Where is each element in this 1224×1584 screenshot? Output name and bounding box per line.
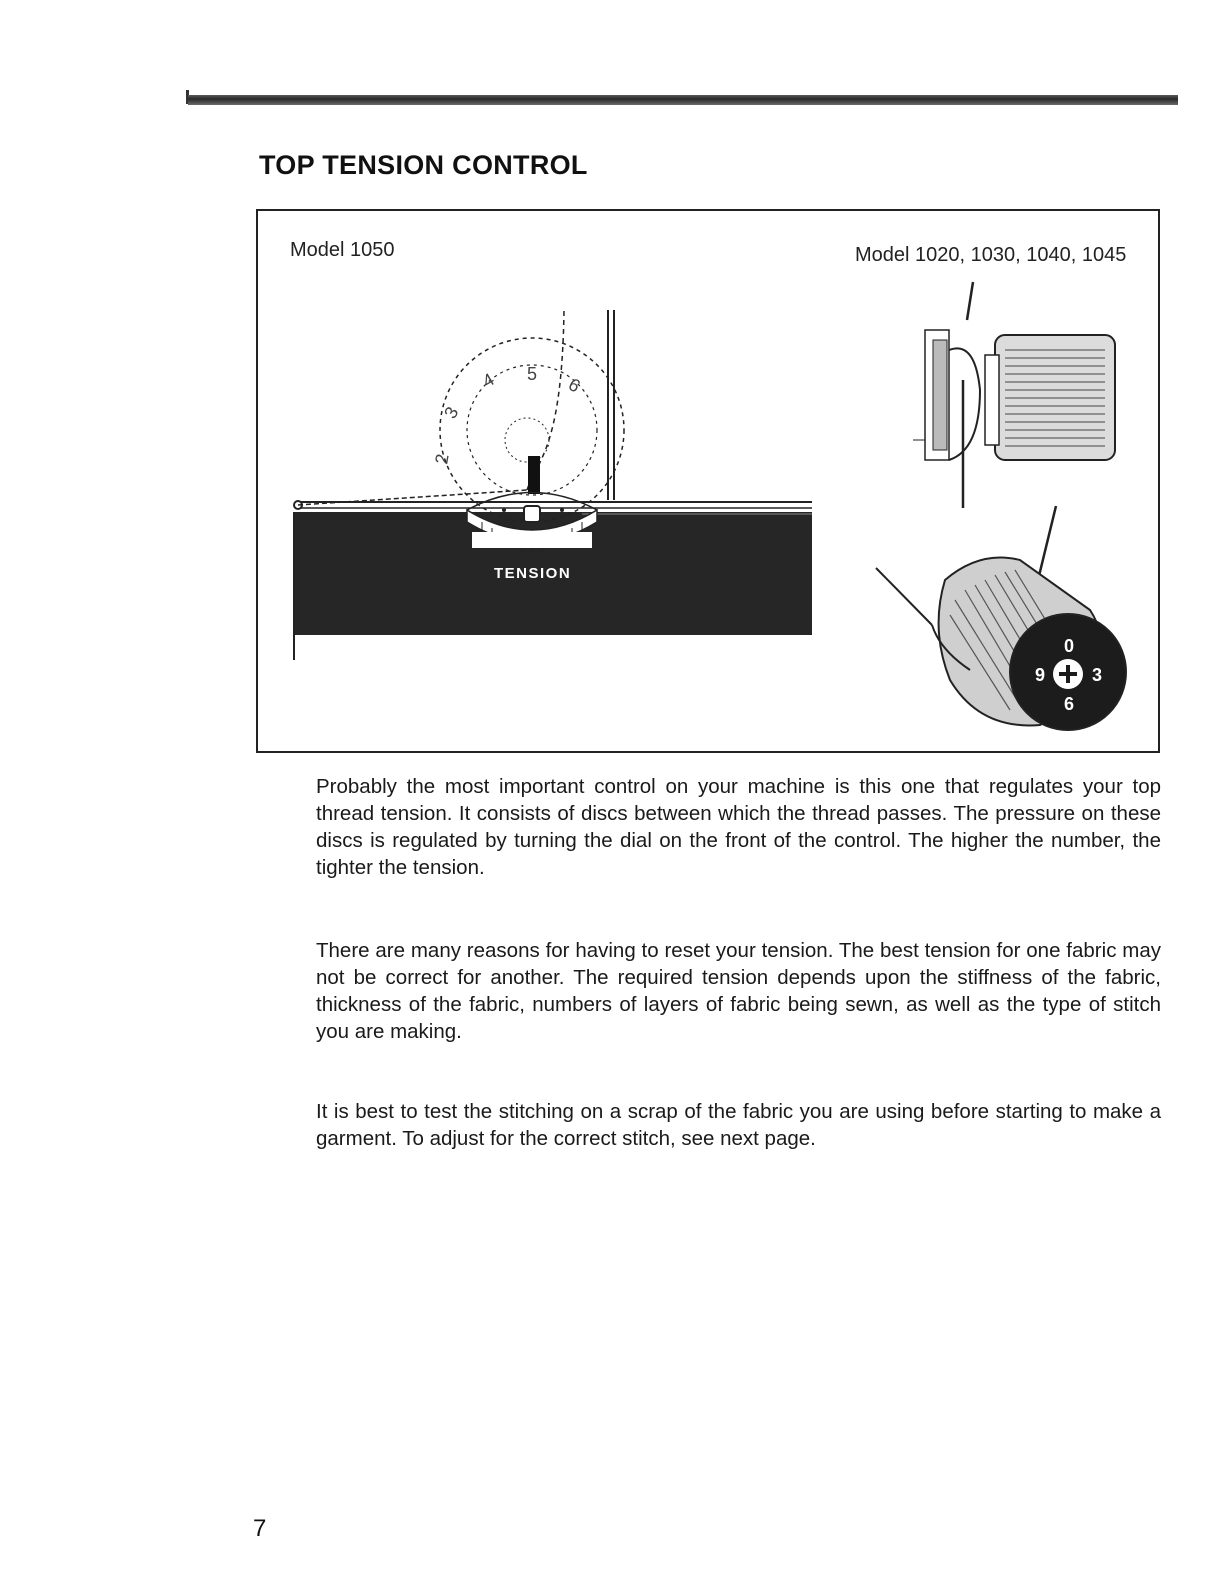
svg-text:2: 2 bbox=[431, 452, 453, 466]
svg-text:4: 4 bbox=[479, 369, 498, 392]
dial-mark-9: 9 bbox=[1034, 665, 1046, 685]
model-1020-side-view-illustration bbox=[905, 280, 1125, 510]
svg-text:5: 5 bbox=[527, 364, 538, 384]
svg-text:6: 6 bbox=[565, 374, 584, 397]
header-rule bbox=[188, 95, 1178, 105]
svg-text:3: 3 bbox=[440, 403, 463, 422]
page-title: TOP TENSION CONTROL bbox=[259, 150, 588, 180]
model-1050-label: Model 1050 bbox=[290, 239, 395, 261]
model-1020-dial-illustration bbox=[870, 500, 1130, 740]
model-1050-tension-illustration bbox=[282, 300, 822, 665]
paragraph-1: Probably the most important control on your machine is this one that regulates your top thread tension. It consists of discs between which the thread passes. The pressure on these discs is regulated by turning the dial on the front of the control. The higher the number, the tighter the tension. bbox=[316, 775, 1161, 879]
dial-mark-0: 0 bbox=[1063, 636, 1075, 656]
paragraph-2: There are many reasons for having to reset your tension. The best tension for one fabric may not be correct for another. The required tension depends upon the stiffness of the fabric, thickness of the fabric, numbers of layers of fabric being sewn, as well as the type of stitch you are making. bbox=[316, 939, 1161, 1043]
model-1020-1045-label: Model 1020, 1030, 1040, 1045 bbox=[855, 244, 1127, 266]
paragraph-3: It is best to test the stitching on a scrap of the fabric you are using before starting to make a garment. To adjust for the correct stitch, see next page. bbox=[316, 1100, 1161, 1150]
dial-mark-3: 3 bbox=[1091, 665, 1103, 685]
page-number: 7 bbox=[253, 1515, 267, 1542]
tension-label: TENSION bbox=[494, 565, 572, 582]
dial-mark-6: 6 bbox=[1063, 694, 1075, 714]
